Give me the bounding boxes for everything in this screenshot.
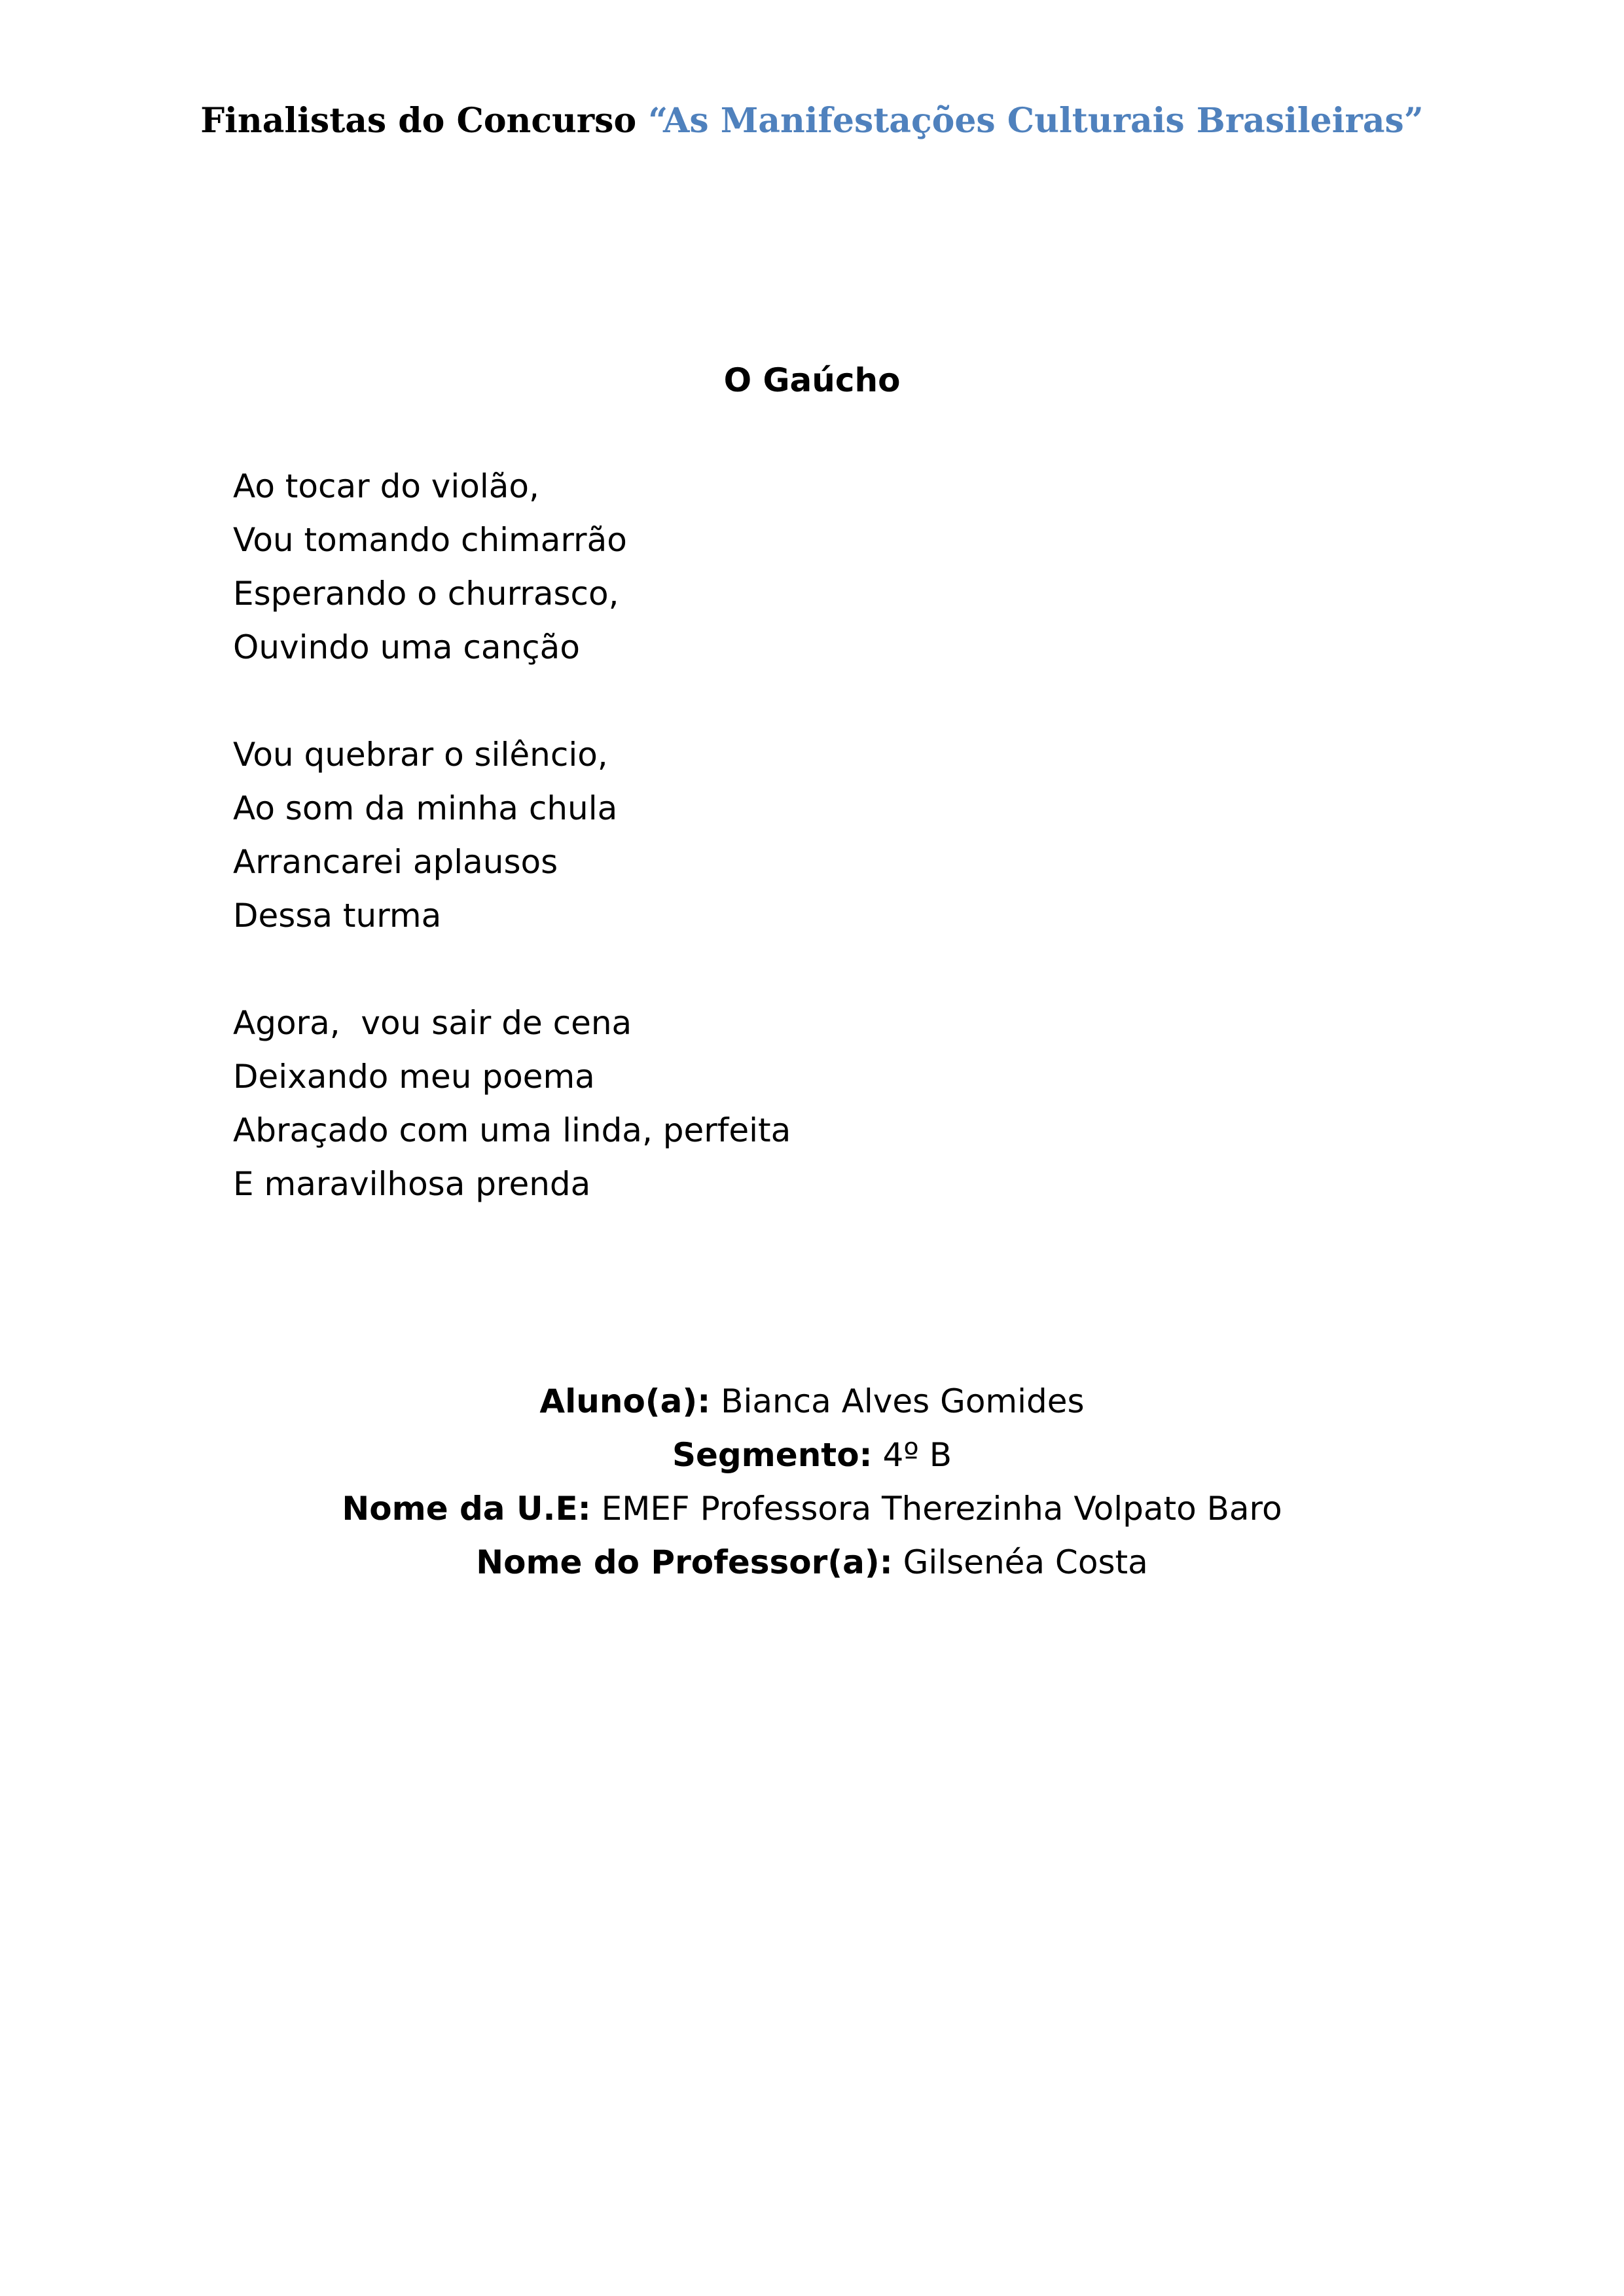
verse: Ao som da minha chula — [233, 789, 618, 827]
verse: E maravilhosa prenda — [233, 1165, 591, 1203]
credit-student — [0, 1374, 1624, 1428]
verse: Arrancarei aplausos — [233, 843, 558, 881]
student-label: Aluno(a): — [539, 1382, 711, 1420]
credits-block — [0, 1374, 1624, 1589]
poem-title: O Gaúcho — [723, 361, 901, 399]
stanza-3 — [233, 996, 1346, 1211]
verse: Esperando o churrasco, — [233, 575, 619, 613]
school-label: Nome da U.E: — [342, 1490, 591, 1528]
verse: Agora, vou sair de cena — [233, 1004, 632, 1042]
header-prefix: Finalistas do Concurso — [200, 101, 649, 141]
segment-value: 4º B — [872, 1436, 952, 1474]
verse: Vou tomando chimarrão — [233, 521, 627, 559]
student-name: Bianca Alves Gomides — [710, 1382, 1085, 1420]
stanza-2 — [233, 728, 1346, 942]
stanza-1 — [233, 459, 1346, 674]
contest-name: “As Manifestações Culturais Brasileiras” — [648, 101, 1424, 141]
verse: Abraçado com uma linda, perfeita — [233, 1111, 791, 1149]
verse: Ao tocar do violão, — [233, 467, 539, 505]
verse: Ouvindo uma canção — [233, 628, 580, 666]
verse: Deixando meu poema — [233, 1058, 595, 1096]
contest-header — [0, 92, 1624, 151]
credit-segment — [0, 1428, 1624, 1482]
school-name: EMEF Professora Therezinha Volpato Baro — [590, 1490, 1282, 1528]
poem-body — [233, 459, 1346, 1211]
teacher-name: Gilsenéa Costa — [892, 1543, 1148, 1581]
segment-label: Segmento: — [672, 1436, 873, 1474]
credit-teacher — [0, 1535, 1624, 1589]
credit-school — [0, 1482, 1624, 1535]
verse: Dessa turma — [233, 897, 442, 935]
teacher-label: Nome do Professor(a): — [476, 1543, 893, 1581]
verse: Vou quebrar o silêncio, — [233, 736, 608, 774]
